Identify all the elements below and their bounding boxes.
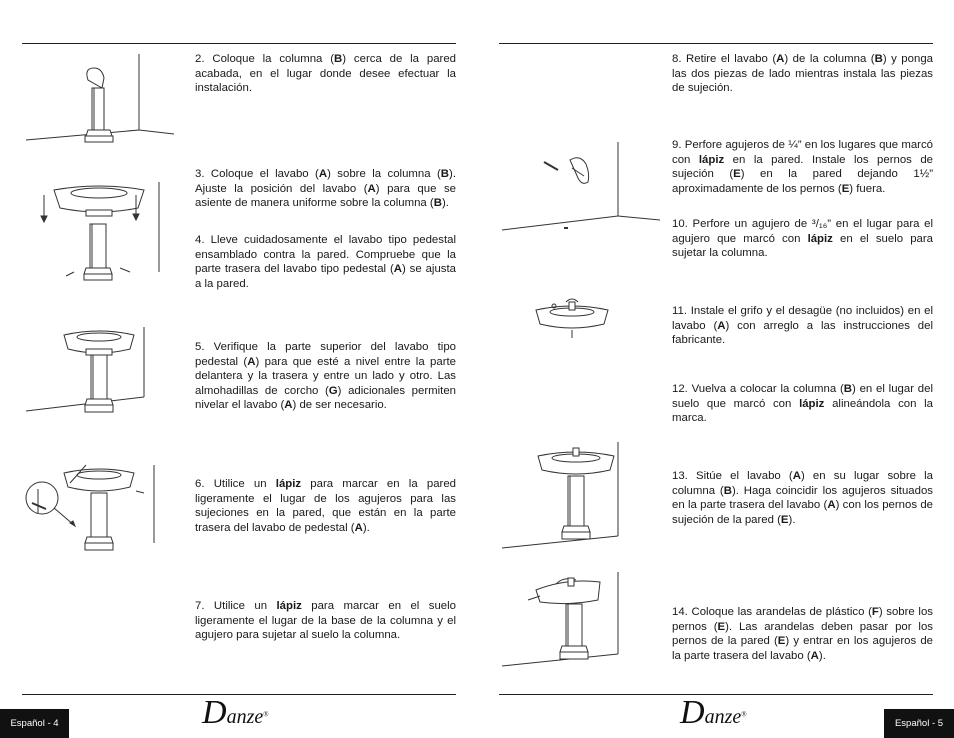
bold-term: E	[841, 182, 850, 195]
bold-term: A	[367, 182, 376, 195]
bold-term: lápiz	[698, 153, 725, 166]
bold-term: B	[874, 53, 883, 65]
text-segment: 10. Perfore un agujero de ³/₁₆” en el lugar para el agujero que marcó con	[672, 218, 933, 245]
text-segment: ).	[818, 649, 826, 662]
bold-term: B	[723, 484, 732, 497]
text-segment: 12. Vuelva a colocar la columna (	[672, 383, 844, 395]
bold-term: A	[717, 319, 726, 332]
text-segment: ) y ponga las dos piezas de lado mientras instala las piezas de sujeción.	[672, 53, 933, 95]
step-5-illustration	[24, 325, 174, 415]
left-top-rule	[22, 43, 456, 44]
bold-term: G	[328, 384, 338, 397]
text-segment: 7. Utilice un	[195, 600, 277, 612]
text-segment: ) para que se asiente de manera uniforme sobre la columna (	[195, 182, 457, 210]
bold-term: A	[827, 499, 836, 512]
bold-term: F	[871, 606, 879, 618]
text-segment: ).	[788, 513, 796, 526]
step-6-illustration	[24, 463, 174, 553]
text-segment: 2. Coloque la columna (	[195, 53, 335, 65]
step-3-text	[195, 167, 456, 211]
danze-logo-right: Danze®	[680, 694, 747, 731]
right-top-rule	[499, 43, 933, 44]
step-11-text	[672, 304, 933, 348]
step-10-text	[672, 217, 933, 261]
text-segment: en el suelo para sujetar la columna.	[672, 232, 933, 260]
text-segment: para marcar en el suelo ligeramente el lugar de la base de la columna y el agujero para sujetar al suelo la columna.	[195, 600, 457, 642]
text-segment: ) y entrar en los agujeros de la parte trasera del lavabo (	[672, 635, 933, 662]
text-segment: 4. Lleve cuidadosamente el lavabo tipo pedestal ensamblado contra la pared. Compruebe que la parte trasera del lavabo tipo pedestal (	[195, 234, 456, 276]
text-segment: para marcar en la pared ligeramente el lugar de los agujeros para las sujeciones en la pared, que están en la parte trasera del lavabo de pedestal (	[195, 478, 456, 534]
bold-term: A	[318, 168, 328, 180]
step-11-illustration	[532, 296, 612, 341]
bold-term: A	[776, 53, 785, 65]
text-segment: ) sobre los pernos (	[672, 606, 933, 633]
text-segment: alineándola con la marca.	[672, 397, 933, 425]
step-9-10-illustration	[500, 140, 660, 235]
text-segment: ) fuera.	[849, 182, 886, 195]
text-segment: ) con arreglo a las instrucciones del fabricante.	[672, 319, 933, 347]
bold-term: A	[393, 263, 402, 276]
step-2-illustration	[24, 52, 174, 147]
text-segment: ) sobre la columna (	[327, 168, 441, 180]
right-page-number: Español - 5	[884, 709, 954, 738]
text-segment: ) en la pared dejando 1½” aproximadamente de los pernos (	[672, 168, 934, 195]
step-13-illustration	[500, 440, 660, 552]
bold-term: B	[843, 383, 852, 395]
step-4-text	[195, 233, 456, 291]
bold-term: E	[780, 513, 789, 526]
text-segment: ).	[362, 521, 370, 534]
bold-term: lápiz	[276, 600, 302, 612]
text-segment: 13. Sitúe el lavabo (	[672, 470, 793, 482]
text-segment: ) para que esté a nivel entre la parte delantera y la trasera y entre un lado y otro. Las almohadillas de corcho (	[195, 355, 456, 397]
step-13-text	[672, 469, 933, 527]
text-segment: 6. Utilice un	[195, 478, 276, 490]
bold-term: lápiz	[275, 478, 302, 490]
bold-term: lápiz	[807, 232, 833, 245]
bold-term: E	[733, 168, 741, 181]
bold-term: A	[284, 399, 293, 412]
text-segment: ). Haga coincidir los agujeros situados en la parte trasera del lavabo (	[672, 484, 933, 512]
text-segment: ) con los pernos de sujeción de la pared (	[672, 499, 933, 526]
bold-term: B	[433, 197, 442, 210]
text-segment: ) cerca de la pared acabada, en el lugar donde desee efectuar la instalación.	[195, 53, 456, 95]
danze-logo-left: Danze®	[202, 694, 269, 731]
text-segment: ) de la columna (	[784, 53, 875, 65]
text-segment: ) de ser necesario.	[292, 399, 387, 412]
text-segment: ) adicionales permiten nivelar el lavabo (	[195, 384, 456, 412]
step-8-text	[672, 52, 933, 96]
text-segment: 5. Verifique la parte superior del lavabo tipo pedestal (	[195, 341, 456, 368]
bold-term: A	[792, 470, 801, 482]
step-14-text	[672, 605, 933, 663]
text-segment: 9. Perfore agujeros de ¼” en los lugares que marcó con	[672, 139, 933, 166]
text-segment: 3. Coloque el lavabo (	[195, 168, 319, 180]
step-5-text	[195, 340, 456, 413]
bold-term: B	[334, 53, 343, 65]
step-14-illustration	[500, 570, 660, 670]
text-segment: ) se ajusta a la pared.	[195, 263, 456, 290]
text-segment: 11. Instale el grifo y el desagüe (no incluidos) en el lavabo (	[672, 305, 933, 332]
text-segment: 8. Retire el lavabo (	[672, 53, 777, 65]
bold-term: lápiz	[799, 397, 825, 410]
step-2-text	[195, 52, 456, 96]
bold-term: B	[440, 168, 450, 180]
text-segment: ). Las arandelas deben pasar por los pernos de la pared (	[672, 620, 933, 648]
bold-term: A	[247, 355, 256, 368]
text-segment: ) en su lugar sobre la columna (	[672, 470, 933, 497]
step-7-text	[195, 599, 456, 643]
step-3-4-illustration	[24, 180, 174, 290]
text-segment: ) en el lugar del suelo que marcó con	[672, 383, 933, 410]
bold-term: E	[777, 635, 786, 648]
left-page-number: Español - 4	[0, 709, 69, 738]
text-segment: 14. Coloque las arandelas de plástico (	[672, 606, 872, 618]
bold-term: A	[354, 521, 363, 534]
bold-term: E	[717, 620, 726, 633]
step-9-text	[672, 138, 933, 196]
text-segment: ).	[441, 197, 449, 210]
text-segment: ). Ajuste la posición del lavabo (	[195, 168, 456, 195]
step-12-text	[672, 382, 933, 426]
step-6-text	[195, 477, 456, 535]
text-segment: en la pared. Instale los pernos de sujeción (	[672, 153, 934, 181]
bold-term: A	[810, 649, 819, 662]
